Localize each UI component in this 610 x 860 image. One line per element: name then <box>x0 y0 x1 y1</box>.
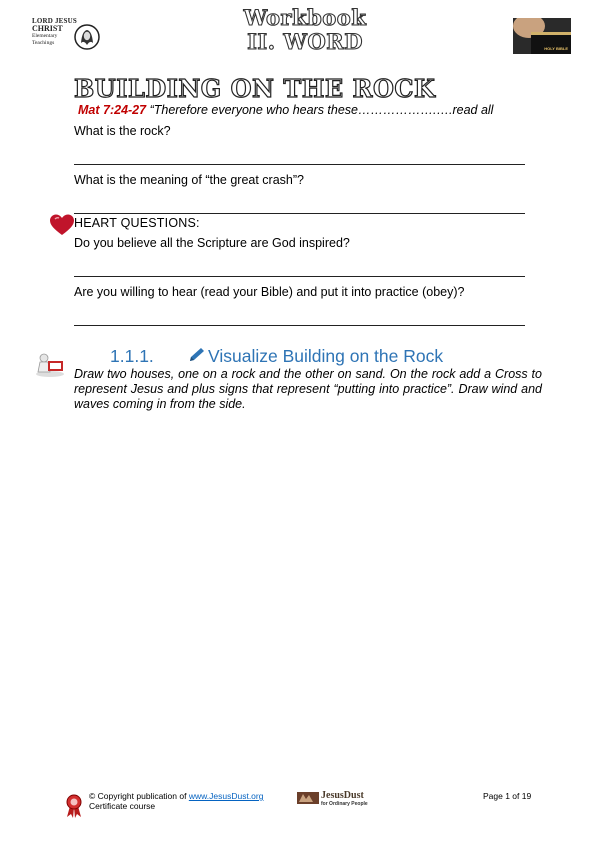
lord-jesus-christ-logo <box>32 15 102 65</box>
footer-copyright <box>89 791 263 811</box>
section-number: 1.1.1. <box>110 346 154 366</box>
jesusdust-tagline: for Ordinary People <box>321 801 368 807</box>
award-ribbon-icon <box>66 794 82 818</box>
logo-line3: Elementary <box>32 33 58 39</box>
question-willing-to-obey: Are you willing to hear (read your Bible) and put it into practice (obey)? <box>74 285 465 299</box>
section-title: Visualize Building on the Rock <box>208 346 444 366</box>
copyright-prefix: © Copyright publication of <box>89 791 189 801</box>
question-great-crash: What is the meaning of “the great crash”? <box>74 173 304 187</box>
workbook-header-title <box>190 6 420 54</box>
answer-line-4[interactable] <box>74 325 525 326</box>
header-title-line2: II. WORD <box>247 29 363 54</box>
heart-icon <box>50 214 74 236</box>
drawing-instructions: Draw two houses, one on a rock and the other on sand. On the rock add a Cross to represent Jesus and plus signs that represent “putting into practice”. Draw wind and waves coming in from the side. <box>74 367 542 411</box>
logo-line4: Teachings <box>32 39 55 46</box>
logo-line2: CHRIST <box>32 24 63 33</box>
holy-bible-image <box>513 18 571 54</box>
answer-line-2[interactable] <box>74 213 525 214</box>
verse-reference: Mat 7:24-27 <box>78 103 147 117</box>
answer-line-1[interactable] <box>74 164 525 165</box>
heart-questions-heading: HEART QUESTIONS: <box>74 216 200 230</box>
question-rock: What is the rock? <box>74 124 171 138</box>
person-drawing-icon <box>34 352 66 378</box>
verse-line <box>78 103 493 117</box>
question-scripture-inspired: Do you believe all the Scripture are God inspired? <box>74 236 350 250</box>
certificate-course-text: Certificate course <box>89 801 156 811</box>
pencil-icon <box>188 347 206 363</box>
verse-text: “Therefore everyone who hears these……………….….read all <box>146 103 494 117</box>
page-title: BUILDING ON THE ROCK <box>74 74 436 103</box>
bible-label: HOLY BIBLE <box>544 46 568 51</box>
logo-line1: LORD JESUS <box>32 17 77 25</box>
answer-line-3[interactable] <box>74 276 525 277</box>
jesusdust-logo <box>297 790 368 811</box>
section-heading <box>110 346 443 367</box>
jesus-portrait-icon <box>74 23 100 51</box>
jesusdust-logo-icon <box>297 790 319 806</box>
jesusdust-brand: JesusDust <box>321 790 364 801</box>
header-title-line1: Workbook <box>243 5 367 30</box>
jesusdust-link[interactable]: www.JesusDust.org <box>188 791 264 801</box>
page-number: Page 1 of 19 <box>483 791 532 801</box>
